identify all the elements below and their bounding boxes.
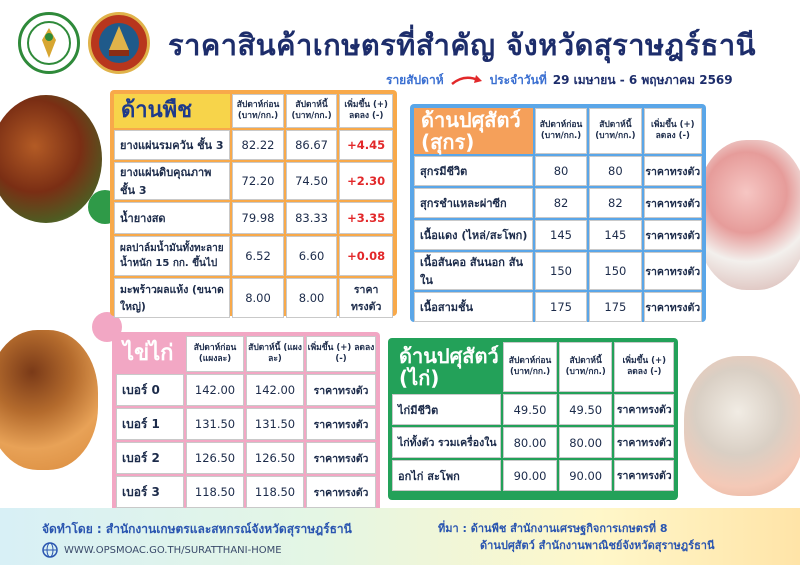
table-row bbox=[414, 156, 702, 186]
table-row bbox=[114, 162, 393, 200]
previous-price: 118.50 bbox=[186, 476, 244, 508]
item-name: เบอร์ 2 bbox=[116, 442, 184, 474]
previous-price: 145 bbox=[535, 220, 587, 250]
current-price: 74.50 bbox=[286, 162, 338, 200]
column-header: เพิ่มขึ้น (+) ลดลง (-) bbox=[306, 336, 376, 372]
price-change: ราคาทรงตัว bbox=[644, 252, 702, 290]
current-price: 82 bbox=[589, 188, 641, 218]
item-name: สุกรชำแหละผ่าซีก bbox=[414, 188, 533, 218]
item-name: เนื้อสันคอ สันนอก สันใน bbox=[414, 252, 533, 290]
previous-price: 79.98 bbox=[232, 202, 284, 234]
table-row bbox=[116, 408, 376, 440]
previous-price: 72.20 bbox=[232, 162, 284, 200]
previous-price: 49.50 bbox=[503, 394, 557, 425]
pork-price-table bbox=[410, 104, 706, 322]
current-price: 86.67 bbox=[286, 130, 338, 160]
table-title: ไข่ไก่ bbox=[116, 336, 184, 372]
table-row bbox=[392, 394, 674, 425]
palm-rubber-photo bbox=[0, 95, 102, 223]
hen-eggs-photo bbox=[0, 330, 98, 470]
current-price: 118.50 bbox=[246, 476, 304, 508]
previous-price: 142.00 bbox=[186, 374, 244, 406]
previous-price: 131.50 bbox=[186, 408, 244, 440]
table-row bbox=[114, 202, 393, 234]
report-period bbox=[386, 70, 733, 90]
chicken-meat-photo bbox=[684, 356, 800, 496]
ministry-logo-icon bbox=[18, 12, 80, 74]
previous-price: 90.00 bbox=[503, 460, 557, 491]
column-header: สัปดาห์ก่อน (บาท/กก.) bbox=[232, 94, 284, 128]
current-price: 145 bbox=[589, 220, 641, 250]
column-header: สัปดาห์ก่อน (บาท/กก.) bbox=[535, 108, 587, 154]
item-name: เนื้อสามชั้น bbox=[414, 292, 533, 322]
date-value: 29 เมษายน - 6 พฤษภาคม 2569 bbox=[552, 72, 733, 87]
column-header: เพิ่มขึ้น (+) ลดลง (-) bbox=[614, 342, 674, 392]
website-url: WWW.OPSMOAC.GO.TH/SURATTHANI-HOME bbox=[64, 544, 282, 556]
column-header: สัปดาห์ก่อน (บาท/กก.) bbox=[503, 342, 557, 392]
column-header: สัปดาห์ก่อน (แผงละ) bbox=[186, 336, 244, 372]
current-price: 90.00 bbox=[559, 460, 613, 491]
current-price: 8.00 bbox=[286, 278, 338, 318]
table-row bbox=[114, 130, 393, 160]
previous-price: 6.52 bbox=[232, 236, 284, 276]
source-text bbox=[438, 520, 715, 554]
pig-pork-photo bbox=[696, 140, 800, 290]
column-header: เพิ่มขึ้น (+) ลดลง (-) bbox=[644, 108, 702, 154]
item-name: เบอร์ 0 bbox=[116, 374, 184, 406]
price-change: ราคาทรงตัว bbox=[306, 476, 376, 508]
item-name: ไก่มีชีวิต bbox=[392, 394, 501, 425]
item-name: ยางแผ่นดิบคุณภาพ ชั้น 3 bbox=[114, 162, 230, 200]
previous-price: 150 bbox=[535, 252, 587, 290]
table-row bbox=[114, 236, 393, 276]
item-name: ผลปาล์มน้ำมันทั้งทะลาย น้ำหนัก 15 กก. ขึ้นไป bbox=[114, 236, 230, 276]
price-change: ราคาทรงตัว bbox=[644, 292, 702, 322]
table-row bbox=[414, 292, 702, 322]
price-change: ราคาทรงตัว bbox=[614, 394, 674, 425]
website-link[interactable] bbox=[42, 542, 282, 558]
price-change: ราคาทรงตัว bbox=[644, 188, 702, 218]
column-header: เพิ่มขึ้น (+) ลดลง (-) bbox=[339, 94, 393, 128]
previous-price: 80 bbox=[535, 156, 587, 186]
previous-price: 80.00 bbox=[503, 427, 557, 458]
current-price: 126.50 bbox=[246, 442, 304, 474]
table-row bbox=[116, 442, 376, 474]
current-price: 49.50 bbox=[559, 394, 613, 425]
current-price: 150 bbox=[589, 252, 641, 290]
page-title: ราคาสินค้าเกษตรที่สำคัญ จังหวัดสุราษฎร์ธานี bbox=[168, 28, 756, 62]
current-price: 80 bbox=[589, 156, 641, 186]
table-title: ด้านปศุสัตว์ (ไก่) bbox=[392, 342, 501, 392]
column-header: สัปดาห์นี้ (บาท/กก.) bbox=[286, 94, 338, 128]
price-change: +2.30 bbox=[339, 162, 393, 200]
table-row bbox=[392, 460, 674, 491]
table-row bbox=[414, 188, 702, 218]
province-seal-icon bbox=[88, 12, 150, 74]
previous-price: 126.50 bbox=[186, 442, 244, 474]
item-name: เนื้อแดง (ไหล่/สะโพก) bbox=[414, 220, 533, 250]
egg-price-table bbox=[112, 332, 380, 512]
table-row bbox=[414, 220, 702, 250]
column-header: สัปดาห์นี้ (บาท/กก.) bbox=[589, 108, 641, 154]
table-row bbox=[392, 427, 674, 458]
column-header: สัปดาห์นี้ (แผงละ) bbox=[246, 336, 304, 372]
table-row bbox=[414, 252, 702, 290]
current-price: 6.60 bbox=[286, 236, 338, 276]
item-name: น้ำยางสด bbox=[114, 202, 230, 234]
table-title: ด้านปศุสัตว์ (สุกร) bbox=[414, 108, 533, 154]
price-change: ราคาทรงตัว bbox=[614, 427, 674, 458]
period-label: รายสัปดาห์ bbox=[386, 72, 444, 87]
current-price: 142.00 bbox=[246, 374, 304, 406]
source-line: ด้านปศุสัตว์ สำนักงานพาณิชย์จังหวัดสุราษฎร์ธานี bbox=[480, 539, 715, 553]
price-change: +3.35 bbox=[339, 202, 393, 234]
price-change: ราคาทรงตัว bbox=[339, 278, 393, 318]
price-change: +4.45 bbox=[339, 130, 393, 160]
item-name: เบอร์ 1 bbox=[116, 408, 184, 440]
source-line: ที่มา : ด้านพืช สำนักงานเศรษฐกิจการเกษตรที่ 8 bbox=[438, 522, 668, 535]
table-row bbox=[116, 374, 376, 406]
item-name: อกไก่ สะโพก bbox=[392, 460, 501, 491]
previous-price: 175 bbox=[535, 292, 587, 322]
price-change: ราคาทรงตัว bbox=[306, 374, 376, 406]
price-change: ราคาทรงตัว bbox=[644, 220, 702, 250]
table-title: ด้านพืช bbox=[114, 94, 230, 128]
current-price: 80.00 bbox=[559, 427, 613, 458]
price-change: ราคาทรงตัว bbox=[306, 442, 376, 474]
previous-price: 82 bbox=[535, 188, 587, 218]
item-name: ยางแผ่นรมควัน ชั้น 3 bbox=[114, 130, 230, 160]
current-price: 131.50 bbox=[246, 408, 304, 440]
crop-price-table bbox=[110, 90, 397, 316]
item-name: เบอร์ 3 bbox=[116, 476, 184, 508]
table-row bbox=[114, 278, 393, 318]
table-row bbox=[116, 476, 376, 508]
globe-icon bbox=[42, 542, 58, 558]
price-change: +0.08 bbox=[339, 236, 393, 276]
item-name: สุกรมีชีวิต bbox=[414, 156, 533, 186]
item-name: ไก่ทั้งตัว รวมเครื่องใน bbox=[392, 427, 501, 458]
organizer-text: จัดทำโดย : สำนักงานเกษตรและสหกรณ์จังหวัดสุราษฎร์ธานี bbox=[42, 522, 352, 536]
item-name: มะพร้าวผลแห้ง (ขนาดใหญ่) bbox=[114, 278, 230, 318]
column-header: สัปดาห์นี้ (บาท/กก.) bbox=[559, 342, 613, 392]
price-change: ราคาทรงตัว bbox=[614, 460, 674, 491]
price-change: ราคาทรงตัว bbox=[306, 408, 376, 440]
arrow-icon bbox=[450, 72, 484, 88]
chicken-price-table bbox=[388, 338, 678, 500]
previous-price: 82.22 bbox=[232, 130, 284, 160]
current-price: 175 bbox=[589, 292, 641, 322]
date-label: ประจำวันที่ bbox=[489, 72, 547, 87]
price-change: ราคาทรงตัว bbox=[644, 156, 702, 186]
current-price: 83.33 bbox=[286, 202, 338, 234]
previous-price: 8.00 bbox=[232, 278, 284, 318]
